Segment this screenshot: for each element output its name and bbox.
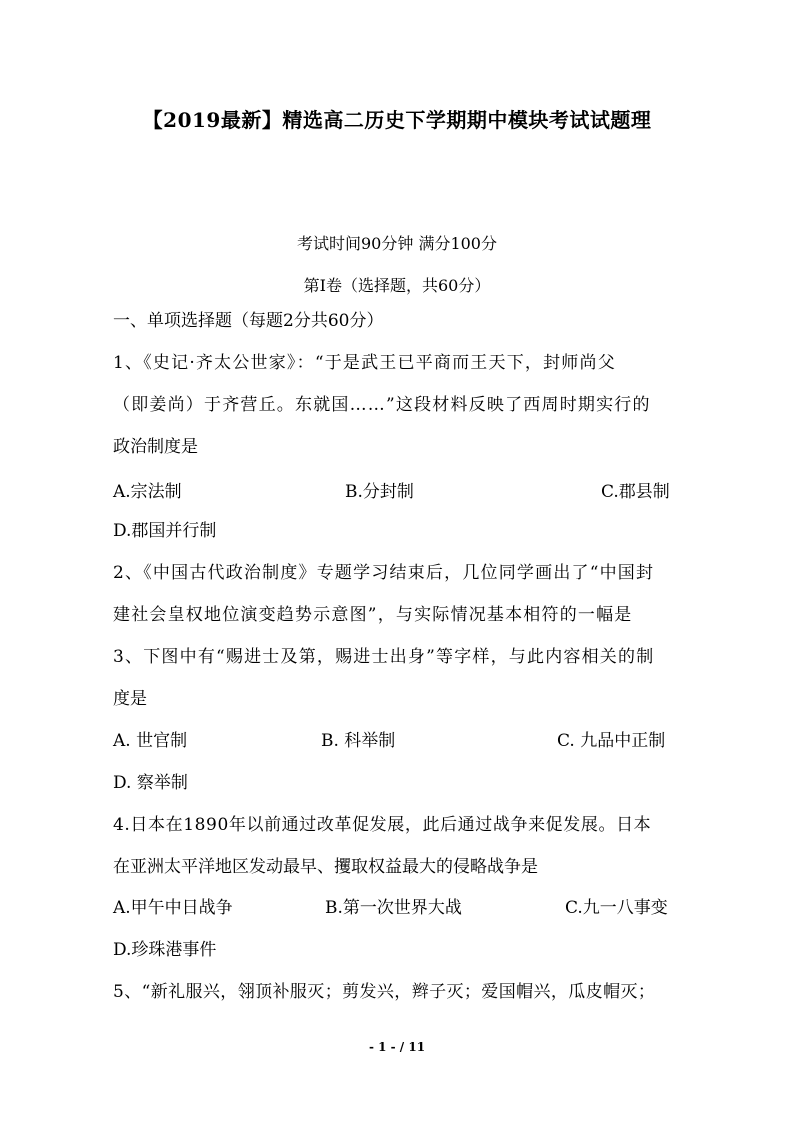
question-1-line-2: （即姜尚）于齐营丘。东就国……”这段材料反映了西周时期实行的 (113, 395, 651, 415)
exam-info: 考试时间90分钟 满分100分 (297, 234, 497, 253)
question-2-line-2: 建社会皇权地位演变趋势示意图”，与实际情况基本相符的一幅是 (113, 605, 633, 625)
part-heading: 一、单项选择题（每题2分共60分） (113, 311, 384, 331)
question-3-option-a: A. 世官制 (113, 731, 188, 751)
question-3-line-2: 度是 (113, 689, 147, 709)
question-3-option-c: C. 九品中正制 (557, 731, 666, 751)
question-4-option-a: A.甲午中日战争 (113, 898, 233, 918)
question-3-line-1: 3、下图中有“赐进士及第，赐进士出身”等字样，与此内容相关的制 (113, 647, 655, 667)
page-number: - 1 - / 11 (368, 1040, 426, 1054)
question-1-line-3: 政治制度是 (113, 437, 198, 457)
question-3-option-b: B. 科举制 (321, 731, 396, 751)
question-4-option-c: C.九一八事变 (565, 898, 668, 918)
question-1-option-c: C.郡县制 (601, 482, 670, 502)
question-4-option-b: B.第一次世界大战 (325, 898, 462, 918)
section-heading: 第Ⅰ卷（选择题，共60分） (303, 276, 491, 295)
question-4-line-2: 在亚洲太平洋地区发动最早、攫取权益最大的侵略战争是 (113, 857, 538, 877)
question-1-option-d: D.郡国并行制 (113, 521, 217, 541)
question-2-line-1: 2、《中国古代政治制度》专题学习结束后，几位同学画出了“中国封 (113, 563, 655, 583)
page-title: 【2019最新】精选高二历史下学期期中模块考试试题理 (142, 108, 652, 132)
question-5-line-1: 5、“新礼服兴，翎顶补服灭；剪发兴，辫子灭；爱国帽兴，瓜皮帽灭； (113, 982, 656, 1002)
question-3-option-d: D. 察举制 (113, 773, 188, 793)
question-1-line-1: 1、《史记·齐太公世家》：“于是武王已平商而王天下，封师尚父 (113, 353, 616, 373)
question-4-option-d: D.珍珠港事件 (113, 940, 217, 960)
question-4-line-1: 4.日本在1890年以前通过改革促发展，此后通过战争来促发展。日本 (113, 815, 652, 835)
question-1-option-b: B.分封制 (345, 482, 414, 502)
question-1-option-a: A.宗法制 (113, 482, 182, 502)
